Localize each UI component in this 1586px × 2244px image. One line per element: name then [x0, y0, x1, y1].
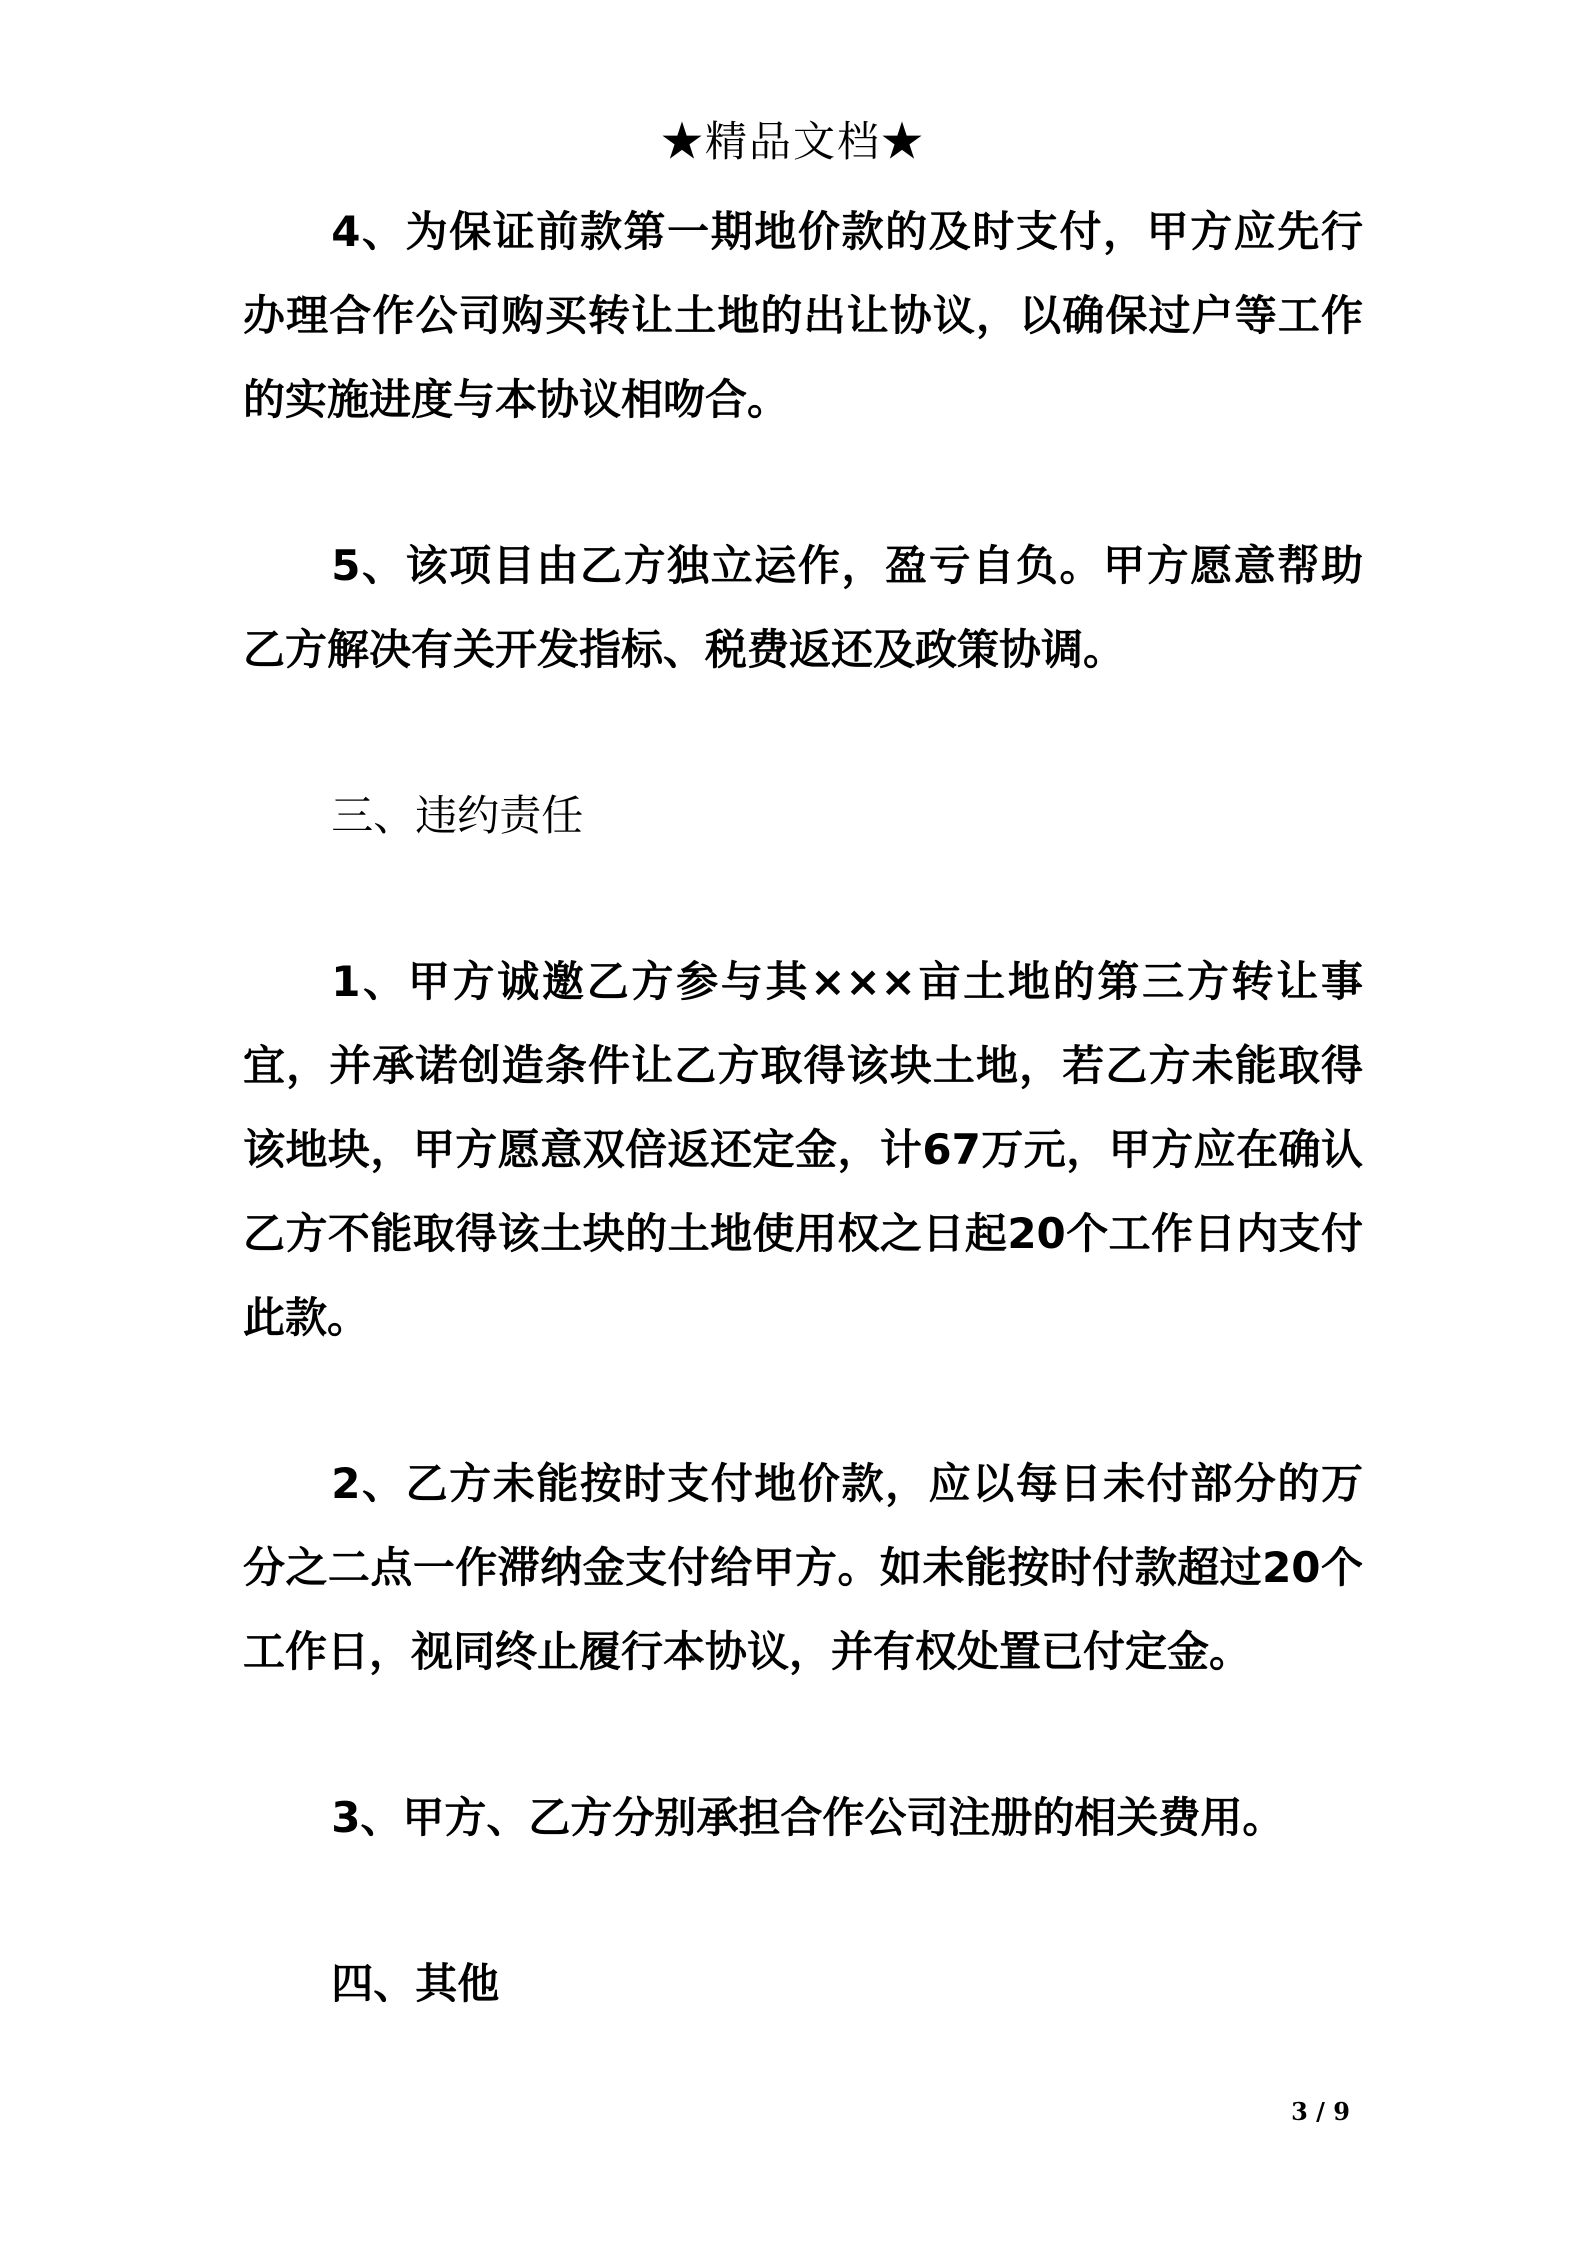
- clause-paragraph-breach-3: 3、甲方、乙方分别承担合作公司注册的相关费用。: [331, 1793, 1285, 1842]
- clause-paragraph-breach-2: 2、乙方未能按时支付地价款，应以每日未付部分的万分之二点一作滞纳金支付给甲方。如未能按时付款超过20个工作日，视同终止履行本协议，并有权处置已付定金。: [243, 1459, 1363, 1676]
- clause-paragraph-breach-1: 1、甲方诚邀乙方参与其×××亩土地的第三方转让事宜，并承诺创造条件让乙方取得该块土地，若乙方未能取得该地块，甲方愿意双倍返还定金，计67万元，甲方应在确认乙方不能取得该土块的土地使用权之日起20个工作日内支付此款。: [243, 957, 1363, 1342]
- clause-paragraph-5: 5、该项目由乙方独立运作，盈亏自负。甲方愿意帮助乙方解决有关开发指标、税费返还及政策协调。: [243, 541, 1363, 674]
- page-header: ★精品文档★: [660, 117, 925, 166]
- page-number: 3 / 9: [1291, 2097, 1350, 2126]
- clause-paragraph-4: 4、为保证前款第一期地价款的及时支付，甲方应先行办理合作公司购买转让土地的出让协议，以确保过户等工作的实施进度与本协议相吻合。: [243, 207, 1363, 424]
- section-heading-breach-liability: 三、违约责任: [331, 791, 584, 840]
- document-body: [243, 190, 1363, 2108]
- section-heading-other: 四、其他: [331, 1959, 500, 2008]
